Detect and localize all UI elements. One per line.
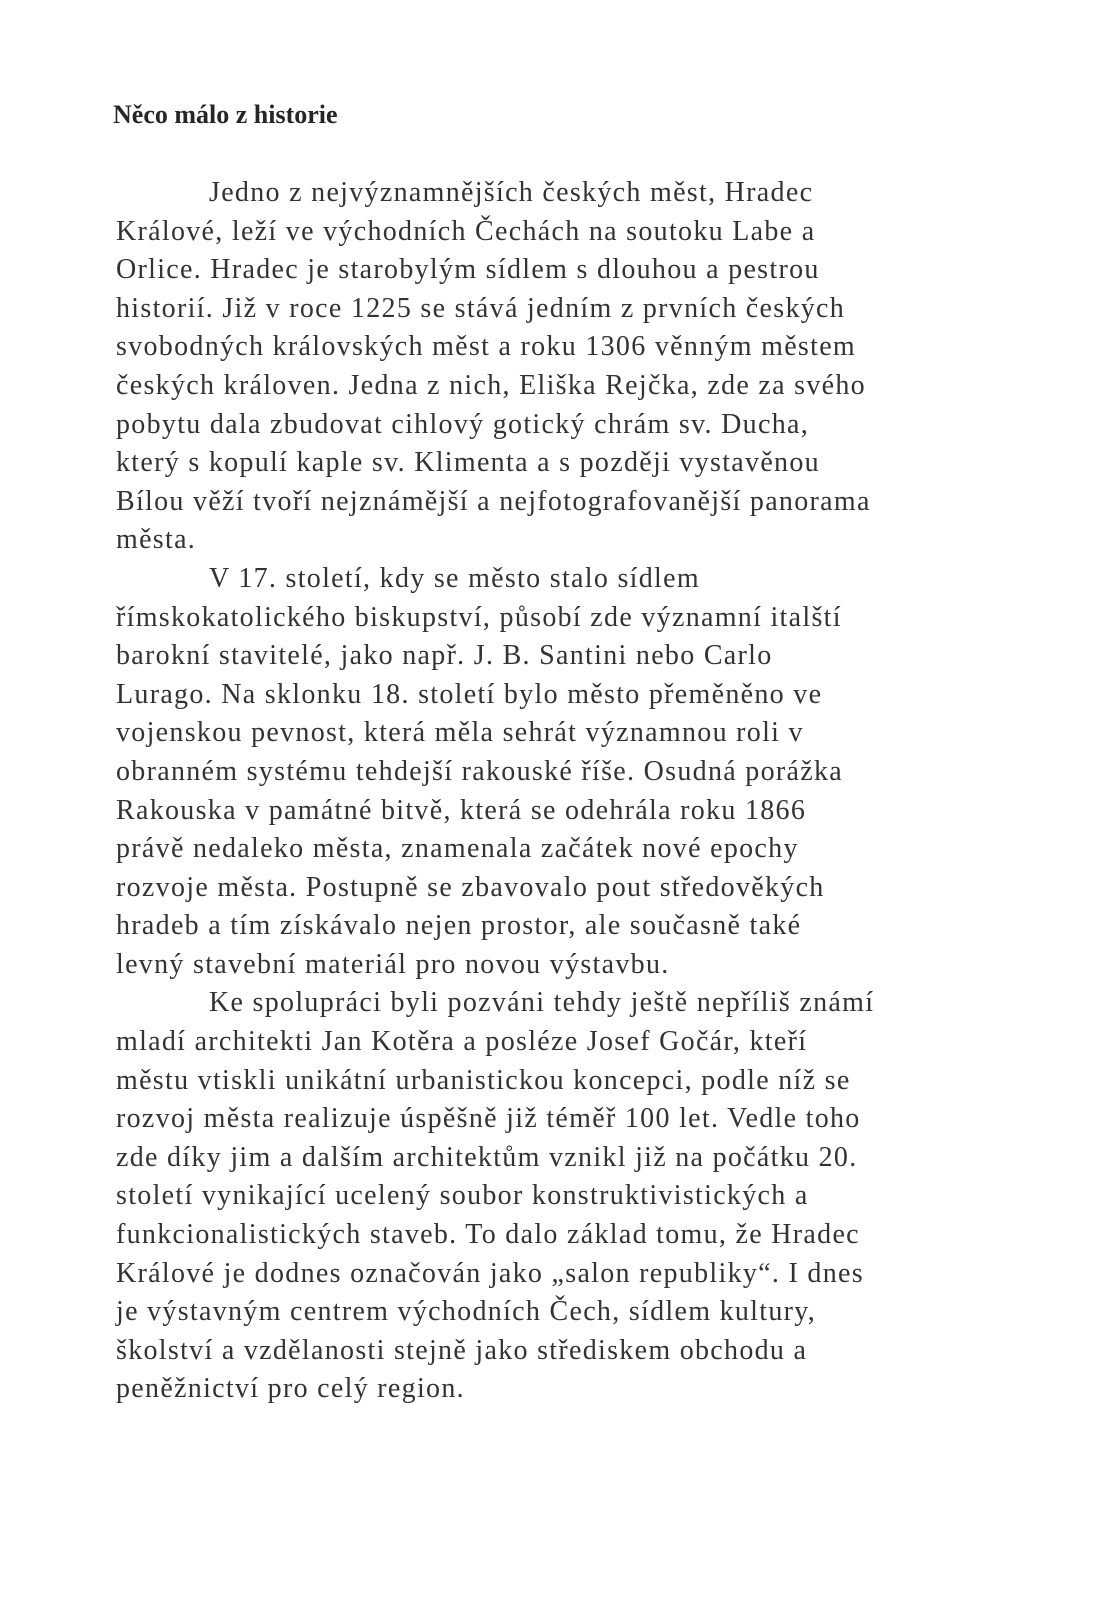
paragraph-line: svobodných královských měst a roku 1306 věnným městem [116, 331, 857, 363]
paragraph-line: vojenskou pevnost, která měla sehrát významnou roli v [116, 717, 804, 749]
paragraph-line: obranném systému tehdejší rakouské říše. Osudná porážka [116, 755, 843, 787]
paragraph-line: Králové je dodnes označován jako „salon republiky“. I dnes [116, 1257, 864, 1289]
paragraph-line: V 17. století, kdy se město stalo sídlem [209, 562, 700, 594]
document-heading: Něco málo z historie [113, 100, 338, 129]
paragraph-line: který s kopulí kaple sv. Klimenta a s později vystavěnou [116, 447, 820, 479]
paragraph-line: českých královen. Jedna z nich, Eliška Rejčka, zde za svého [116, 369, 866, 401]
paragraph-line: peněžnictví pro celý region. [116, 1373, 465, 1405]
paragraph-line: školství a vzdělanosti stejně jako střediskem obchodu a [116, 1334, 808, 1366]
paragraph-line: levný stavební materiál pro novou výstavbu. [116, 948, 670, 980]
paragraph-line: rozvoje města. Postupně se zbavovalo pout středověkých [116, 871, 825, 903]
paragraph-line: hradeb a tím získávalo nejen prostor, ale současně také [116, 910, 802, 942]
paragraph-line: mladí architekti Jan Kotěra a posléze Josef Gočár, kteří [116, 1026, 808, 1058]
paragraph-line: Orlice. Hradec je starobylým sídlem s dlouhou a pestrou [116, 254, 820, 286]
paragraph-line: pobytu dala zbudovat cihlový gotický chrám sv. Ducha, [116, 408, 810, 440]
paragraph-line: je výstavným centrem východních Čech, sídlem kultury, [116, 1296, 817, 1328]
paragraph-line: římskokatolického biskupství, působí zde významní italští [116, 601, 842, 633]
paragraph-line: Ke spolupráci byli pozváni tehdy ještě nepříliš známí [209, 987, 875, 1019]
paragraph-line: zde díky jim a dalším architektům vznikl již na počátku 20. [116, 1141, 858, 1173]
paragraph-line: Rakouska v památné bitvě, která se odehrála roku 1866 [116, 794, 807, 826]
paragraph-line: Jedno z nejvýznamnějších českých měst, Hradec [209, 177, 814, 208]
paragraph-line: právě nedaleko města, znamenala začátek nové epochy [116, 833, 799, 865]
paragraph-line: historií. Již v roce 1225 se stává jedním z prvních českých [116, 292, 846, 324]
paragraph-line: městu vtiskli unikátní urbanistickou koncepci, podle níž se [116, 1064, 851, 1096]
paragraph-line: funkcionalistických staveb. To dalo základ tomu, že Hradec [116, 1219, 860, 1251]
paragraph-line: rozvoj města realizuje úspěšně již téměř 100 let. Vedle toho [116, 1103, 861, 1135]
paragraph-line: Králové, leží ve východních Čechách na soutoku Labe a [116, 215, 816, 247]
paragraph-line: století vynikající ucelený soubor konstruktivistických a [116, 1180, 809, 1212]
paragraph-line: města. [116, 524, 197, 556]
document-body [116, 174, 1016, 1409]
paragraph-line: barokní stavitelé, jako např. J. B. Santini nebo Carlo [116, 640, 773, 672]
paragraph-line: Bílou věží tvoří nejznámější a nejfotografovanější panorama [116, 485, 871, 517]
paragraph-line: Lurago. Na sklonku 18. století bylo město přeměněno ve [116, 678, 823, 710]
